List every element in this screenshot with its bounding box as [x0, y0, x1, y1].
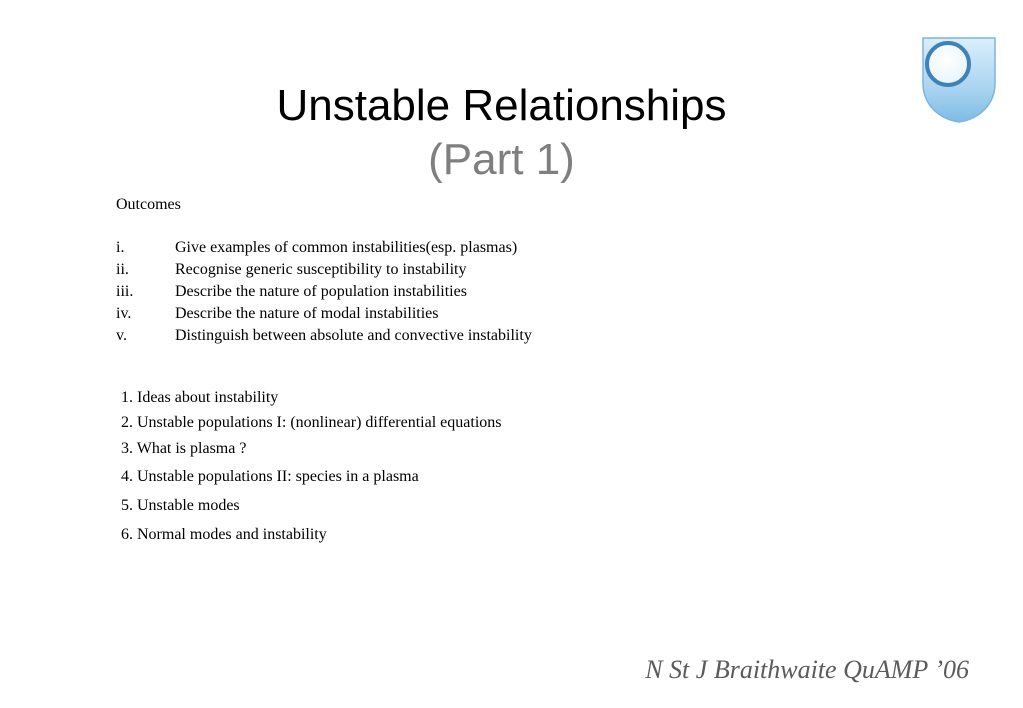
outcome-number: i.: [116, 239, 125, 256]
outcome-text: Describe the nature of modal instabilities: [175, 305, 439, 322]
author-footer: N St J Braithwaite QuAMP ’06: [645, 655, 969, 684]
open-university-shield-logo: [919, 35, 999, 125]
slide-subtitle: (Part 1): [428, 135, 575, 184]
topic-item: 3. What is plasma ?: [121, 440, 247, 457]
outcome-number: v.: [116, 327, 127, 344]
outcome-number: iv.: [116, 305, 132, 322]
outcome-text: Distinguish between absolute and convective instability: [175, 327, 532, 344]
topic-item: 1. Ideas about instability: [121, 389, 279, 406]
topic-item: 2. Unstable populations I: (nonlinear) differential equations: [121, 414, 502, 431]
slide-title: Unstable Relationships: [276, 81, 727, 130]
topic-item: 5. Unstable modes: [121, 497, 240, 514]
topic-item: 6. Normal modes and instability: [121, 526, 327, 543]
outcome-text: Recognise generic susceptibility to instability: [175, 261, 467, 278]
topic-item: 4. Unstable populations II: species in a plasma: [121, 468, 419, 485]
outcome-text: Give examples of common instabilities(esp. plasmas): [175, 239, 518, 256]
outcome-number: ii.: [116, 261, 129, 278]
outcome-number: iii.: [116, 283, 134, 300]
outcome-text: Describe the nature of population instabilities: [175, 283, 467, 300]
outcomes-heading: Outcomes: [116, 196, 181, 213]
